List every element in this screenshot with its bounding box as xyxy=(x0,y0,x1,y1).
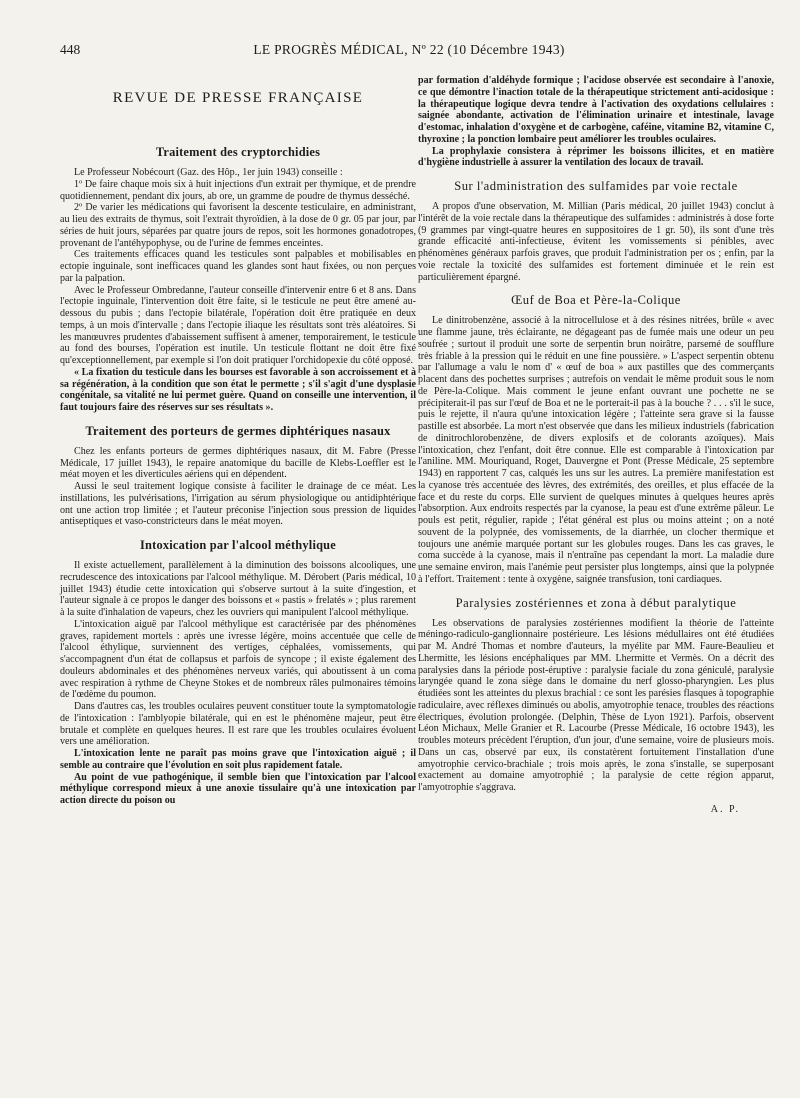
article-title-sulfamides: Sur l'administration des sulfamides par voie rectale xyxy=(454,179,738,193)
right-column xyxy=(418,75,774,816)
quote-paragraph: « La fixation du testicule dans les bourses est favorable à son accroissement et à sa régénération, à la condition que son état le permette ; s'il s'agit d'une dysplasie congénitale, sa vitalité ne lui permet guère. Quand on conseille une intervention, il faut toujours faire des réserves sur ses résultats ». xyxy=(60,366,416,413)
paragraph: Aussi le seul traitement logique consiste à faciliter le drainage de ce méat. Les instillations, les pulvérisations, l'irrigation au sérum physiologique ou antidiphtérique ont une action trop limitée ; et l'auteur préconise l'injection sous pression de liquides antiseptiques et vaso-constricteurs dans le méat moyen. xyxy=(60,481,416,528)
page-number: 448 xyxy=(60,42,81,57)
paragraph: A propos d'une observation, M. Millian (Paris médical, 20 juillet 1943) conclut à l'intérêt de la voie rectale dans la thérapeutique des sulfamides : administrés à dose forte (9 grammes par vingt-quatre heures en suppositoires de 1 gr. 50), ils sont d'une très grande efficacité anti-infectieuse, évitent les vomissements si pénibles, avec phénomènes généraux parfois graves, que produit l'administration per os ; enfin, par la voie rectale la toxicité des sulfamides est fortement diminuée et le rein est particulièrement épargné. xyxy=(418,201,774,283)
section-rubric: REVUE DE PRESSE FRANÇAISE xyxy=(112,90,364,106)
bold-paragraph: par formation d'aldéhyde formique ; l'acidose observée est secondaire à l'anoxie, ce que démontre l'inaction totale de la thérapeutique strictement anti-acidosique : la thérapeutique logique devra tendre à l'activation des oxydations cellulaires : saignée abondante, activation de l'élimination urinaire et intestinale, lavage d'estomac, inhalation d'oxygène et de carbogène, caféine, vitamine B2, vitamine C, thyroxine ; la ponction lombaire peut améliorer les troubles oculaires. xyxy=(418,75,774,145)
paragraph: Chez les enfants porteurs de germes diphtériques nasaux, dit M. Fabre (Presse Médicale, 17 juillet 1943), le repaire anatomique du bacille de Klebs-Loeffler est le méat moyen et les diverticules aériens qui en dépendent. xyxy=(60,445,416,481)
left-column xyxy=(60,75,416,807)
paragraph: 2º De varier les médications qui favorisent la descente testiculaire, en administrant, au lieu des extraits de thymus, soit l'extrait thyroïdien, à la dose de 0 gr. 05 par jour, par séries de huit jours, séparées par quatre jours de repos, soit les hormones gonadotropes, provenant de l'antéhypophyse, ou de l'urine de femmes enceintes. xyxy=(60,202,416,249)
paragraph: Avec le Professeur Ombredanne, l'auteur conseille d'intervenir entre 6 et 8 ans. Dans l'ectopie inguinale, l'intervention doit être faite, si le testicule ne peut être amené au-dessous du pubis ; dans l'ectopie bilatérale, l'opération doit être pratiquée en deux temps, à un mois d'intervalle ; dans l'ectopie iliaque les résultats sont très aléatoires. Si les manœuvres prudentes d'abaissement suffisent à amener, temporairement, le testicule au fond des bourses, l'opération est inutile. Un testicule flottant ne doit être fixé qu'exceptionnellement, par exemple si l'on doit pratiquer l'orchidopexie du côté opposé. xyxy=(60,284,416,366)
author-signature: A. P. xyxy=(710,803,740,815)
paragraph: Ces traitements efficaces quand les testicules sont palpables et mobilisables en ectopie inguinale, sont inefficaces quand les glandes sont haut fixées, ou non perçues par la palpation. xyxy=(60,249,416,284)
paragraph: Le Professeur Nobécourt (Gaz. des Hôp., 1er juin 1943) conseille : xyxy=(74,167,343,178)
article-title-oeuf-de-boa: Œuf de Boa et Père-la-Colique xyxy=(511,293,681,308)
paragraph: Les observations de paralysies zostériennes modifient la théorie de l'atteinte méningo-radiculo-ganglionnaire postérieure. Les lésions médullaires ont été étudiées par M. André Thomas et nombre d'auteurs, la myélite par MM. Faure-Beaulieu et Lhermitte, les lésions encéphaliques par MM. Lhermitte et Vermès. On a décrit des paralysies dans la période post-éruptive : paralysie faciale du zona géniculé, paralysie laryngée quand le zona siège dans le domaine du nerf glosso-pharyngien. Les plus étudiées sont les atteintes du plexus brachial : ce sont les parésies flasques à topographie radiculaire, avec réflexes diminués ou abolis, amyotrophie tenace, troubles des réactions électriques, évolution prolongée. (Delphin, Thèse de Lyon 1921). Parfois, observent Léon Michaux, Melle Granier et R. Lacourbe (Presse Médicale, 16 octobre 1943), les troubles moteurs précèdent l'éruption, d'un jour, d'une semaine, voire de plusieurs mois. Dans un cas, observé par eux, ils constatèrent fortuitement l'installation d'une amyotrophie cervico-brachiale ; trois mois après, le zona s'installe, se superposant exactement au domaine amyotrophié ; la paralysie de cette région apparut, l'amyotrophie s'aggrava. xyxy=(418,617,774,793)
bold-paragraph: La prophylaxie consistera à réprimer les boissons illicites, et en matière d'hygiène industrielle à assurer la ventilation des locaux de travail. xyxy=(418,145,774,169)
running-header xyxy=(60,42,758,62)
article-title-cryptorchidies: Traitement des cryptorchidies xyxy=(155,145,321,159)
article-title-diphtheria: Traitement des porteurs de germes diphtériques nasaux xyxy=(85,423,391,438)
paragraph: Le dinitrobenzène, associé à la nitrocellulose et à des résines nitrées, brûle « avec une flamme jaune, très éclairante, ne dégageant pas de fumée mais une odeur un peu soufrée ; surtout il produit une sorte de serpentin brun noirâtre, parsemé de soufflure très friable à la pression qui le réduit en une fine poussière. » L'aspect serpentin obtenu par l'allumage a valu le nom d' « œuf de boa » aux pastilles que des commerçants placent dans des pochettes surprises ; autrefois on vendait le même produit sous le nom de Père-la-Colique. Mais comment le jeune enfant ouvrant une pochette ne se précipiterait-il pas sur l'œuf de Boa et ne le porterait-il pas à la bouche ? . . . s'il le suce, puis le rejette, il n'aura qu'une intoxication légère ; l'atteinte sera grave si la fausse pastille est absorbée. La mort n'est observée que dans les milieux industriels (fabrication de dinitrochlorobenzène, de divers explosifs et de colorants azoïques). Mais l'intoxication, chez l'enfant, doit être connue. Elle est comparable à l'intoxication par l'aniline. MM. Mouriquand, Roget, Dauvergne et Pont (Presse Médicale, 25 septembre 1943) en rapportent 7 cas, calqués les uns sur les autres. La première manifestation est la cyanose très accentuée des lèvres, des extrémités, des oreilles, et plus effacée de la face et du reste du corps. Elle survient de quelques minutes à quelques heures après l'absorption. Aux endroits respectés par la cyanose, la peau est d'une extrême pâleur. Le pouls est petit, régulier, rapide ; l'état général est plus ou moins atteint ; on a noté souvent de la polypnée, des vomissements, de la diarrhée, un clocher thermique et toujours une anémie marquée portant sur les globules rouges. Dans les cas graves, le coma succède à la cyanose, mais il n'entraîne pas cependant la mort. La maladie dure une semaine environ, mais l'anémie peut persister plus longtemps, ainsi que la polypnée à l'effort. Traitement : tente à oxygène, saignée transfusion, toni cardiaques. xyxy=(418,315,774,585)
paragraph: Dans d'autres cas, les troubles oculaires peuvent constituer toute la symptomatologie de l'intoxication : l'amblyopie bilatérale, qui en est le phénomène majeur, peut être brutale et complète en quelques heures. Il est rare que les troubles oculaires évoluent vers une amélioration. xyxy=(60,701,416,748)
paragraph: Il existe actuellement, parallèlement à la diminution des boissons alcooliques, une recrudescence des intoxications par l'alcool méthylique. M. Dérobert (Paris médical, 10 juillet 1943) étudie cette intoxication qui s'observe surtout à la suite d'ingestion, et l'auteur signale à ce propos le danger des boissons et « pastis » frelatés » ; plus rarement à la suite d'inhalation de vapeurs, chez les ouvriers qui manipulent l'alcool méthylique. xyxy=(60,560,416,618)
bold-paragraph: L'intoxication lente ne paraît pas moins grave que l'intoxication aiguë ; il semble au contraire que l'évolution en soit plus rapidement fatale. xyxy=(60,748,416,771)
bold-paragraph: Au point de vue pathogénique, il semble bien que l'intoxication par l'alcool méthylique correspond mieux à une anoxie tissulaire qu'à une intoxication par action directe du poison ou xyxy=(60,771,416,806)
journal-title: LE PROGRÈS MÉDICAL, Nº 22 (10 Décembre 1943) xyxy=(253,42,565,57)
paragraph: L'intoxication aiguë par l'alcool méthylique est caractérisée par des phénomènes graves, rapidement mortels : après une ivresse légère, moins accentuée que celle de l'alcool éthylique, surviennent des vertiges, céphalées, vomissements, qui s'accompagnent d'un état de collapsus et parfois de syncope ; il existe également des douleurs abdominales et des phénomènes nerveux variés, qui aboutissent à un coma avec respiration à rythme de Cheyne Stokes et de nombreux râles pulmonaires témoins de l'œdème du poumon. xyxy=(60,618,416,701)
article-title-zona: Paralysies zostériennes et zona à début paralytique xyxy=(455,595,737,610)
paragraph: 1º De faire chaque mois six à huit injections d'un extrait per thymique, et de prendre quotidiennement, pendant dix jours, ab ore, un gramme de poudre de thymus desséché. xyxy=(60,178,416,202)
article-title-methyl-alcohol: Intoxication par l'alcool méthylique xyxy=(140,538,336,552)
